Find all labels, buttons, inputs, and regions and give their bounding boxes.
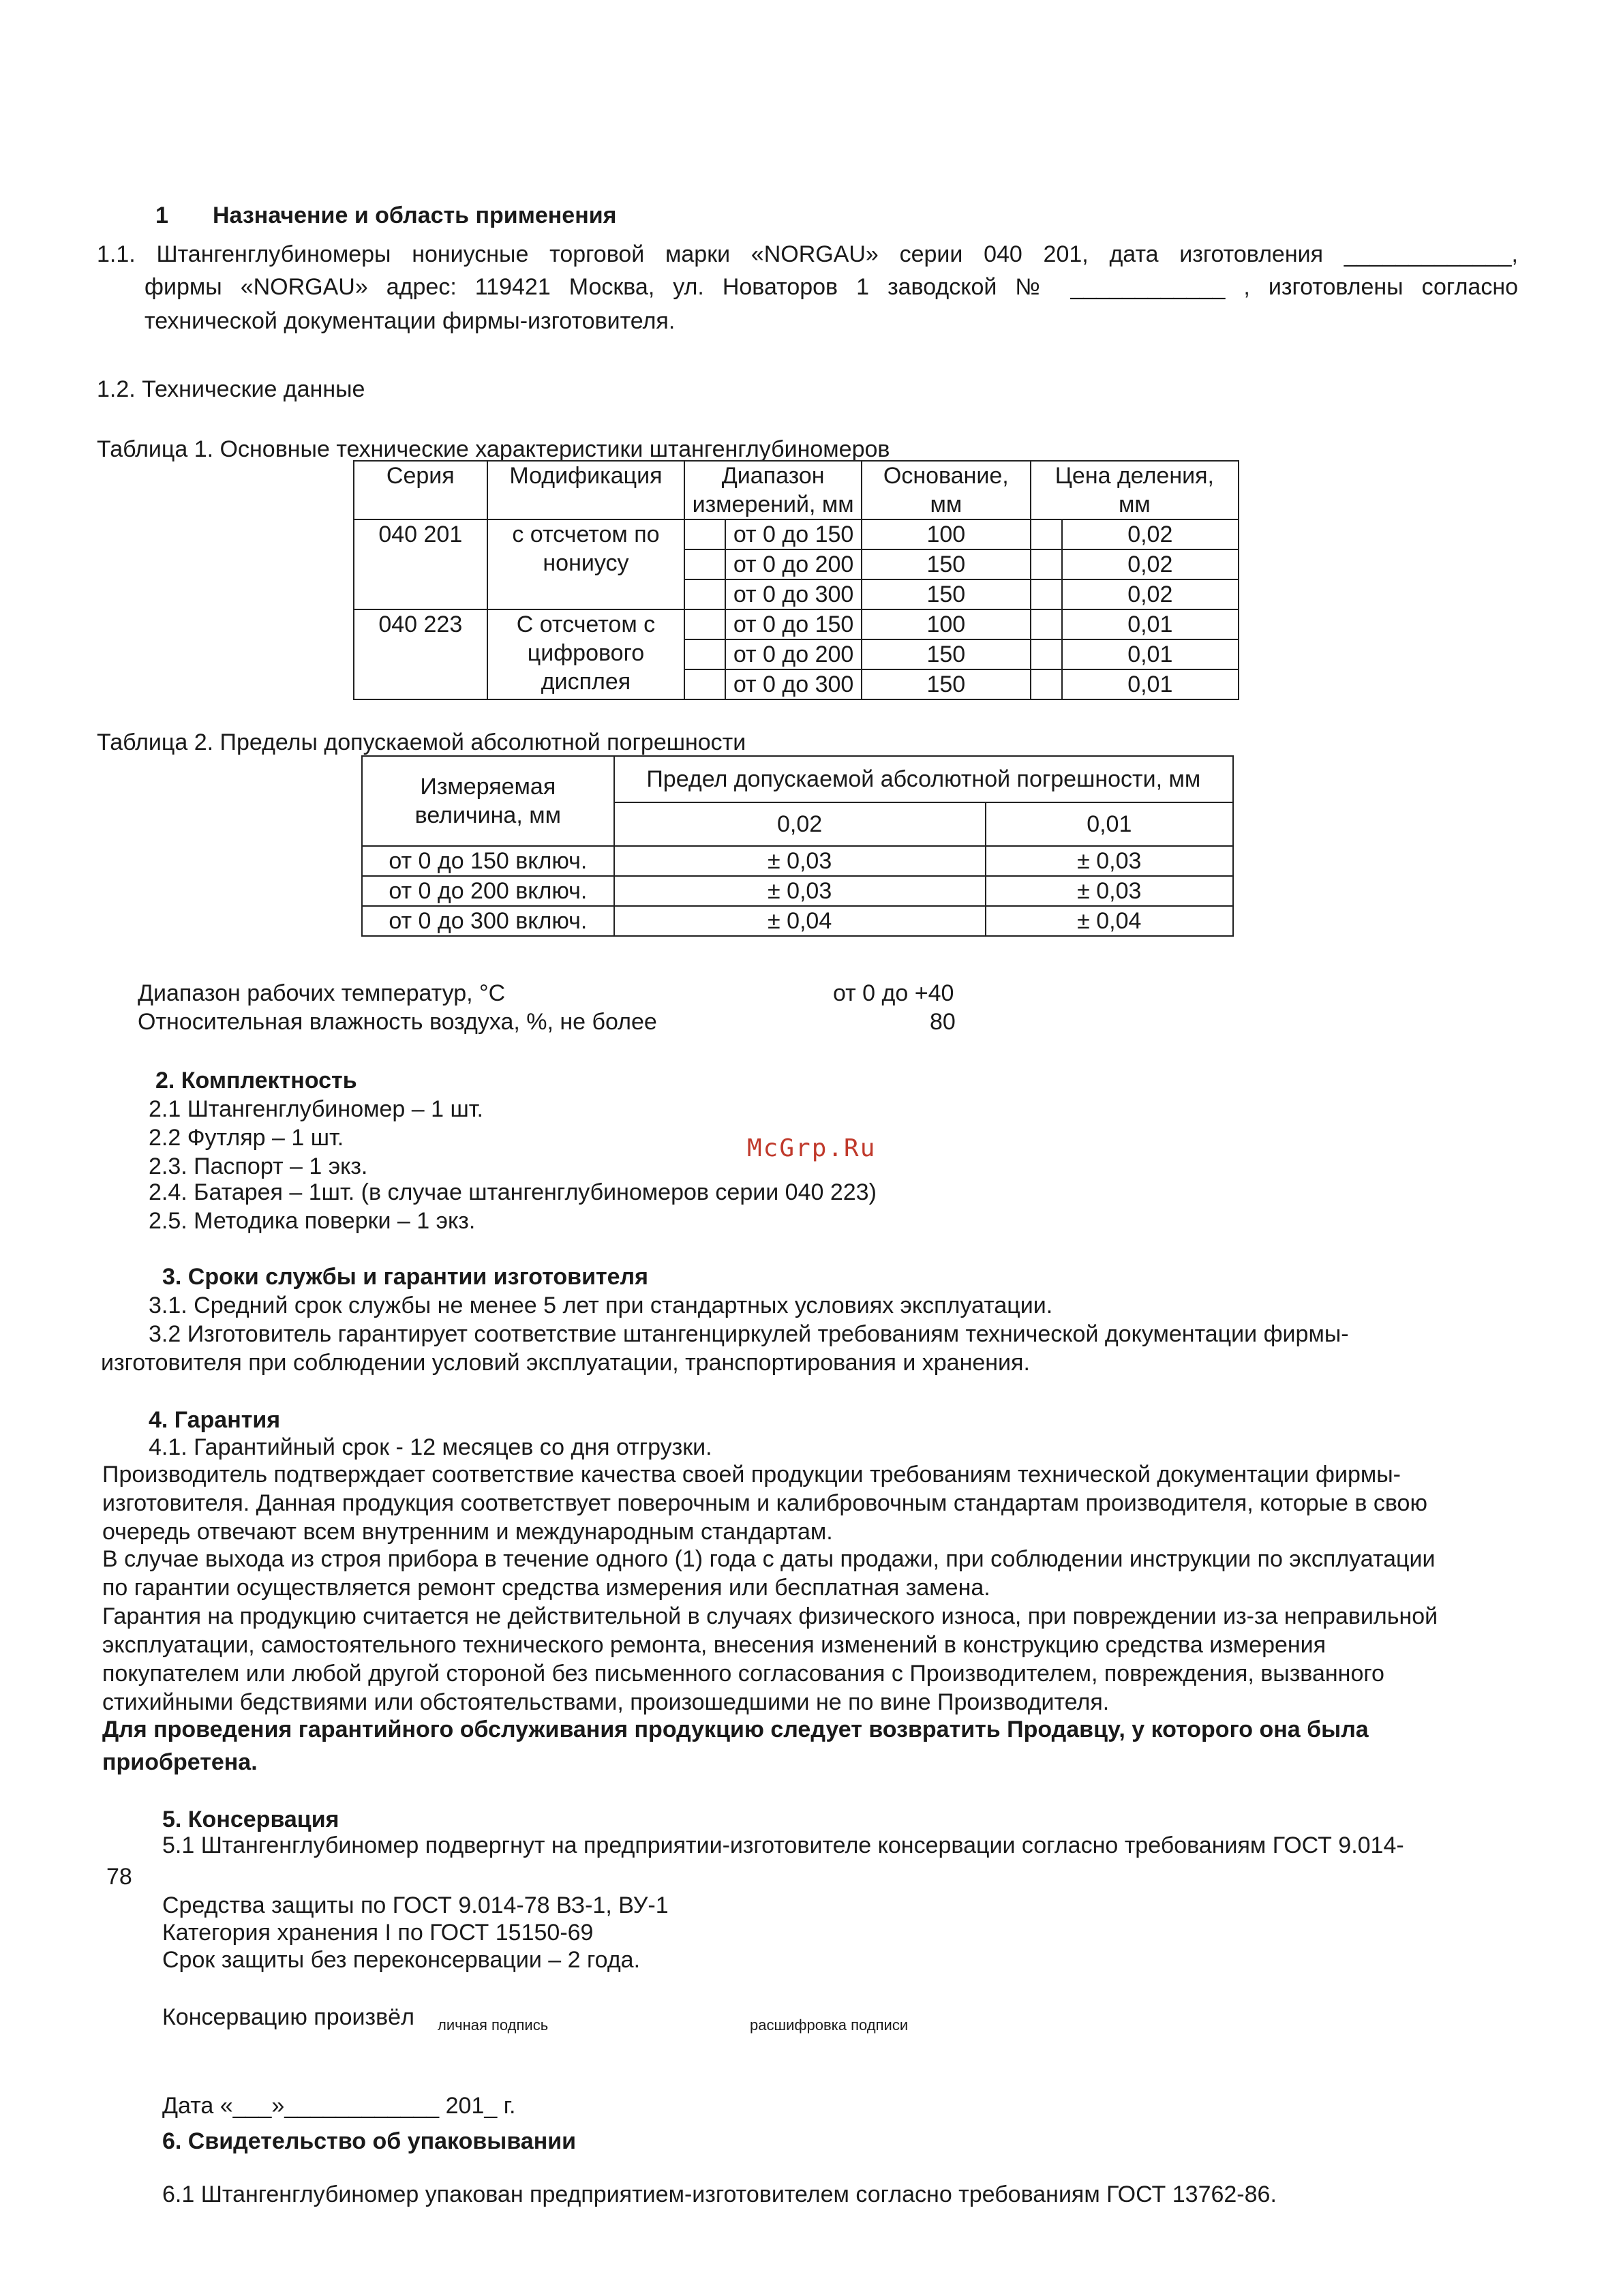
table2-range-cell: от 0 до 150 включ. <box>362 846 614 876</box>
section3-line2: 3.2 Изготовитель гарантирует соответствие штангенциркулей требованиям технической документации фирмы- <box>149 1321 1349 1347</box>
warranty-para3-line3: покупателем или любой другой стороной без письменного согласования с Производителем, повреждения, вызванного <box>102 1661 1384 1687</box>
table2-value-cell: ± 0,03 <box>614 846 986 876</box>
table1-base-cell: 150 <box>862 669 1031 699</box>
table2-value-cell: ± 0,04 <box>986 906 1233 936</box>
table2-range-cell: от 0 до 300 включ. <box>362 906 614 936</box>
table2-value-cell: ± 0,03 <box>986 876 1233 906</box>
section4-line1: 4.1. Гарантийный срок - 12 месяцев со дня отгрузки. <box>149 1434 712 1460</box>
table2-subheader: 0,01 <box>986 802 1233 846</box>
table1-header-division: Цена деления, мм <box>1031 461 1239 519</box>
warranty-bold-line2: приобретена. <box>102 1749 258 1775</box>
section1-paragraph-line1: 1.1. Штангенглубиномеры нониусные торговой марки «NORGAU» серии 040 201, дата изготовления _____________, <box>97 241 1518 267</box>
humidity-value: 80 <box>930 1009 956 1035</box>
table1-header-base: Основание, мм <box>862 461 1031 519</box>
table1-caption: Таблица 1. Основные технические характеристики штангенглубиномеров <box>97 436 890 462</box>
temperature-label: Диапазон рабочих температур, °С <box>138 980 506 1006</box>
warranty-para1-line3: очередь отвечают всем внутренним и международным стандартам. <box>102 1519 833 1545</box>
tech-data-heading: 1.2. Технические данные <box>97 376 365 402</box>
table1-range-cell: от 0 до 150 <box>725 519 862 549</box>
section2-item: 2.5. Методика поверки – 1 экз. <box>149 1208 476 1234</box>
table1-division-cell: 0,02 <box>1062 519 1239 549</box>
section1-paragraph-line2: фирмы «NORGAU» адрес: 119421 Москва, ул. Новаторов 1 заводской № ____________ , изготовлены согласно <box>145 274 1518 300</box>
table2-value-cell: ± 0,03 <box>614 876 986 906</box>
table1-modification-cell: С отсчетом с цифрового дисплея <box>487 609 685 699</box>
warranty-bold-line1: Для проведения гарантийного обслуживания продукцию следует возвратить Продавцу, у которого она была <box>102 1717 1369 1742</box>
section6-line1: 6.1 Штангенглубиномер упакован предприятием-изготовителем согласно требованиям ГОСТ 13762-86. <box>162 2181 1277 2207</box>
table2-value-cell: ± 0,03 <box>986 846 1233 876</box>
warranty-para1-line1: Производитель подтверждает соответствие качества своей продукции требованиям технической документации фирмы- <box>102 1462 1401 1487</box>
section5-line4: Срок защиты без переконсервации – 2 года. <box>162 1947 641 1973</box>
warranty-para3-line2: эксплуатации, самостоятельного технического ремонта, внесения изменений в конструкцию средства измерения <box>102 1632 1326 1658</box>
section2-item: 2.4. Батарея – 1шт. (в случае штангенглубиномеров серии 040 223) <box>149 1179 877 1205</box>
table1-header-range: Диапазон измерений, мм <box>684 461 862 519</box>
signature-caption: личная подпись <box>438 2016 549 2034</box>
table1-base-cell: 150 <box>862 579 1031 609</box>
table1-header-series: Серия <box>354 461 487 519</box>
section1-paragraph-line3: технической документации фирмы-изготовителя. <box>145 308 676 334</box>
table1-modification-cell: с отсчетом по нониусу <box>487 519 685 609</box>
table2-caption: Таблица 2. Пределы допускаемой абсолютной погрешности <box>97 729 746 755</box>
table1-characteristics <box>353 460 1239 700</box>
warranty-para3-line1: Гарантия на продукцию считается не действительной в случаях физического износа, при повреждении из-за неправильной <box>102 1603 1438 1629</box>
table1-base-cell: 150 <box>862 639 1031 669</box>
signature-decode-caption: расшифровка подписи <box>750 2016 909 2034</box>
section3-line1: 3.1. Средний срок службы не менее 5 лет при стандартных условиях эксплуатации. <box>149 1293 1053 1318</box>
conservation-signed-label: Консервацию произвёл <box>162 2004 414 2030</box>
table1-division-cell: 0,02 <box>1062 549 1239 579</box>
table1-header-modification: Модификация <box>487 461 685 519</box>
table1-range-cell: от 0 до 300 <box>725 669 862 699</box>
section5-line2: Средства защиты по ГОСТ 9.014-78 ВЗ-1, ВУ-1 <box>162 1892 669 1918</box>
section2-item: 2.2 Футляр – 1 шт. <box>149 1125 344 1151</box>
table2-header-group: Предел допускаемой абсолютной погрешности, мм <box>614 756 1233 802</box>
section2-item: 2.1 Штангенглубиномер – 1 шт. <box>149 1096 483 1122</box>
section5-title: 5. Консервация <box>162 1807 339 1832</box>
table1-division-cell: 0,01 <box>1062 669 1239 699</box>
section4-title: 4. Гарантия <box>149 1407 281 1433</box>
table2-range-cell: от 0 до 200 включ. <box>362 876 614 906</box>
table2-subheader: 0,02 <box>614 802 986 846</box>
temperature-value: от 0 до +40 <box>833 980 954 1006</box>
table1-range-cell: от 0 до 150 <box>725 609 862 639</box>
watermark-text: McGrp.Ru <box>747 1134 877 1162</box>
section1-number: 1 <box>155 202 168 228</box>
table2-header-measured: Измеряемая величина, мм <box>362 756 614 846</box>
warranty-para2-line2: по гарантии осуществляется ремонт средства измерения или бесплатная замена. <box>102 1575 990 1601</box>
section5-line3: Категория хранения I по ГОСТ 15150-69 <box>162 1920 594 1946</box>
table1-division-cell: 0,01 <box>1062 639 1239 669</box>
warranty-para2-line1: В случае выхода из строя прибора в течение одного (1) года с даты продажи, при соблюдении инструкции по эксплуатации <box>102 1546 1436 1572</box>
table1-range-cell: от 0 до 300 <box>725 579 862 609</box>
table1-division-cell: 0,02 <box>1062 579 1239 609</box>
humidity-label: Относительная влажность воздуха, %, не более <box>138 1009 657 1035</box>
section3-title: 3. Сроки службы и гарантии изготовителя <box>162 1264 648 1290</box>
table1-base-cell: 100 <box>862 519 1031 549</box>
table1-base-cell: 100 <box>862 609 1031 639</box>
table1-range-cell: от 0 до 200 <box>725 549 862 579</box>
table1-base-cell: 150 <box>862 549 1031 579</box>
table2-value-cell: ± 0,04 <box>614 906 986 936</box>
warranty-para1-line2: изготовителя. Данная продукция соответствует поверочным и калибровочным стандартам производителя, которые в свою <box>102 1490 1427 1516</box>
table1-division-cell: 0,01 <box>1062 609 1239 639</box>
warranty-para3-line4: стихийными бедствиями или обстоятельствами, произошедшими не по вине Производителя. <box>102 1689 1110 1715</box>
section5-line1-continued: 78 <box>106 1864 132 1890</box>
conservation-date: Дата «___»____________ 201_ г. <box>162 2093 516 2119</box>
section6-title: 6. Свидетельство об упаковывании <box>162 2128 577 2154</box>
section1-title: Назначение и область применения <box>213 202 617 228</box>
section2-item: 2.3. Паспорт – 1 экз. <box>149 1153 368 1179</box>
table1-series-cell: 040 223 <box>354 609 487 699</box>
section3-line3: изготовителя при соблюдении условий эксплуатации, транспортирования и хранения. <box>101 1350 1030 1376</box>
section5-line1: 5.1 Штангенглубиномер подвергнут на предприятии-изготовителе консервации согласно требованиям ГОСТ 9.014- <box>162 1832 1404 1858</box>
section2-title: 2. Комплектность <box>155 1068 357 1093</box>
table2-tolerance <box>361 755 1234 937</box>
table1-range-cell: от 0 до 200 <box>725 639 862 669</box>
table1-series-cell: 040 201 <box>354 519 487 609</box>
